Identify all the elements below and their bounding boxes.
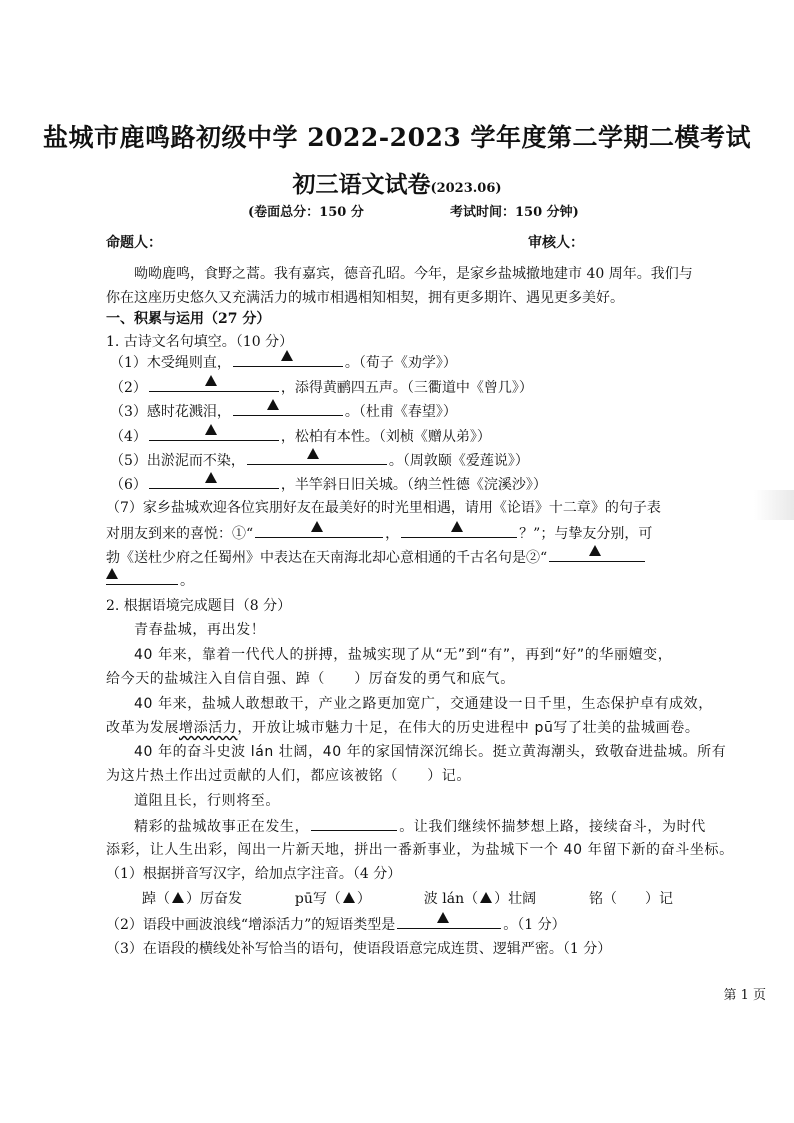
passage-p2-line-1: 40 年来，盐城人敢想敢干，产业之路更加宽广，交通建设一日千里，生态保护卓有成效，	[134, 696, 713, 712]
q1-item-6-pre: （6）	[110, 477, 147, 493]
passage-p2-line-2	[106, 718, 699, 738]
section-heading: 一、积累与运用（27 分）	[106, 311, 271, 327]
triangle-marker-icon	[437, 912, 449, 923]
q2-1-items	[142, 889, 673, 909]
triangle-marker-icon	[307, 448, 319, 459]
q1-item-1-pre: （1）木受绳则直，	[110, 355, 231, 371]
q1-item-7-end: 。	[180, 573, 194, 589]
scan-shadow	[754, 490, 794, 520]
q1-item-7-text-b: ，	[385, 526, 400, 542]
q1-item-4-post: ，松柏有本性。（刘桢《赠从弟》）	[280, 429, 491, 445]
passage-p5-line-1	[134, 816, 706, 837]
exam-title: 盐城市鹿鸣路初级中学 2022-2023 学年度第二学期二模考试	[43, 123, 751, 152]
q1-item-5	[110, 450, 529, 471]
answer-blank[interactable]	[247, 450, 387, 465]
q2-2-text-a: （2）语段中画波浪线“增添活力”的短语类型是	[106, 917, 396, 933]
triangle-marker-icon	[205, 424, 217, 435]
intro-line-2: 你在这座历史悠久又充满活力的城市相遇相知相契，拥有更多期许、遇见更多美好。	[106, 290, 624, 306]
triangle-marker-icon	[106, 568, 118, 579]
answer-blank[interactable]	[397, 914, 501, 929]
passage-p4: 道阻且长，行则将至。	[134, 793, 280, 809]
answer-blank[interactable]	[149, 474, 279, 489]
q2-1-c-pre: 波 lán（	[423, 891, 479, 907]
q1-item-7-line-1: （7）家乡盐城欢迎各位宾朋好友在最美好的时光里相遇，请用《论语》十二章》的句子表	[106, 500, 661, 516]
answer-blank[interactable]	[149, 426, 279, 441]
answer-blank[interactable]	[233, 401, 343, 416]
answer-blank[interactable]	[106, 570, 178, 585]
triangle-marker-icon	[589, 545, 601, 556]
passage-title: 青春盐城，再出发！	[134, 622, 266, 638]
q1-item-7-text-a: 对朋友到来的喜悦：①“	[106, 526, 254, 542]
q2-1-d: 铭（ ）记	[589, 891, 673, 907]
q2-1-c-post: ）壮阔	[494, 891, 537, 907]
q1-item-7-line-4	[106, 570, 194, 591]
q2-2-prompt	[106, 914, 566, 935]
q1-item-5-pre: （5）出淤泥而不染，	[110, 453, 245, 469]
q2-1-prompt: （1）根据拼音写汉字，给加点字注音。（4 分）	[106, 866, 402, 882]
q1-item-7-line-3	[106, 547, 647, 568]
q2-1-a-pre: 踔（	[142, 891, 170, 907]
q1-item-2-pre: （2）	[110, 380, 147, 396]
triangle-marker-icon	[172, 892, 184, 903]
q2-heading: 2. 根据语境完成题目（8 分）	[106, 598, 292, 614]
q1-item-7-text-c: ？”；与挚友分别，可	[519, 526, 653, 542]
reviewer-label: 审核人：	[528, 235, 584, 251]
q1-item-1	[110, 352, 457, 373]
page-number: 第 1 页	[723, 988, 766, 1003]
subtitle-date: (2023.06)	[430, 181, 502, 196]
q1-item-4-pre: （4）	[110, 429, 147, 445]
wavy-phrase: 增添活力	[179, 720, 238, 736]
intro-line-1: 呦呦鹿鸣，食野之蒿。我有嘉宾，德音孔昭。今年，是家乡盐城撤地建市 40 周年。我们与	[134, 266, 693, 282]
triangle-marker-icon	[267, 399, 279, 410]
answer-blank[interactable]	[233, 352, 343, 367]
q1-item-3-post: 。（杜甫《春望》）	[344, 404, 457, 420]
q1-item-2	[110, 377, 533, 398]
author-label: 命题人：	[106, 235, 162, 251]
q1-item-1-post: 。（荀子《劝学》）	[344, 355, 457, 371]
q1-item-7-line-2	[106, 523, 652, 544]
passage-p1-line-1: 40 年来，靠着一代代人的拼搏，盐城实现了从“无”到“有”，再到“好”的华丽嬗变，	[134, 647, 673, 663]
subtitle-text: 初三语文试卷	[292, 171, 431, 198]
triangle-marker-icon	[480, 892, 492, 903]
passage-p5-text-a: 精彩的盐城故事正在发生，	[134, 819, 310, 835]
exam-time: 考试时间：150 分钟)	[450, 205, 579, 220]
q1-item-3-pre: （3）感时花溅泪，	[110, 404, 231, 420]
triangle-marker-icon	[205, 472, 217, 483]
passage-p5-line-2: 添彩，让人生出彩，闯出一片新天地，拼出一番新事业，为盐城下一个 40 年留下新的奋斗坐标。	[106, 842, 734, 858]
q1-item-2-post: ，添得黄鹂四五声。（三衢道中《曾几》）	[280, 380, 533, 396]
triangle-marker-icon	[205, 375, 217, 386]
answer-blank[interactable]	[549, 547, 645, 562]
exam-subtitle	[0, 166, 794, 199]
triangle-marker-icon	[451, 521, 463, 532]
q1-item-7-text-d: 勃《送杜少府之任蜀州》中表达在天南海北却心意相通的千古名句是②“	[106, 550, 548, 566]
answer-blank[interactable]	[255, 523, 383, 538]
triangle-marker-icon	[343, 892, 355, 903]
answer-blank[interactable]	[401, 523, 517, 538]
q1-item-5-post: 。（周敦颐《爱莲说》）	[388, 453, 529, 469]
passage-p5-text-b: 。让我们继续怀揣梦想上路，接续奋斗，为时代	[399, 819, 706, 835]
triangle-marker-icon	[311, 521, 323, 532]
q1-item-6	[110, 474, 547, 495]
passage-p2-text-a: 改革为发展	[106, 720, 179, 736]
triangle-marker-icon	[281, 350, 293, 361]
q2-1-b-pre: pū写（	[294, 891, 341, 907]
q1-item-4	[110, 426, 491, 447]
q1-item-6-post: ，半竿斜日旧关城。（纳兰性德《浣溪沙》）	[280, 477, 547, 493]
passage-p2-text-b: ，开放让城市魅力十足，在伟大的历史进程中 pū写了壮美的盐城画卷。	[237, 720, 700, 736]
answer-blank[interactable]	[149, 377, 279, 392]
passage-p3-line-2: 为这片热土作出过贡献的人们，都应该被铭（ ）记。	[106, 768, 471, 784]
answer-blank[interactable]	[311, 816, 397, 831]
q2-2-text-b: 。（1 分）	[503, 917, 566, 933]
q2-1-a-post: ）厉奋发	[186, 891, 242, 907]
q1-heading: 1. 古诗文名句填空。（10 分）	[106, 334, 294, 350]
passage-p3-line-1: 40 年的奋斗史波 lán 壮阔，40 年的家国情深沉绵长。挺立黄海潮头，致敬奋进盐城。所有	[134, 744, 727, 760]
q1-item-3	[110, 401, 457, 422]
passage-p1-line-2: 给今天的盐城注入自信自强、踔（ ）厉奋发的勇气和底气。	[106, 671, 515, 687]
q2-3-prompt: （3）在语段的横线处补写恰当的语句，使语段语意完成连贯、逻辑严密。（1 分）	[106, 941, 612, 957]
q2-1-b-post: ）	[356, 891, 371, 907]
total-score: (卷面总分：150 分	[248, 205, 364, 220]
